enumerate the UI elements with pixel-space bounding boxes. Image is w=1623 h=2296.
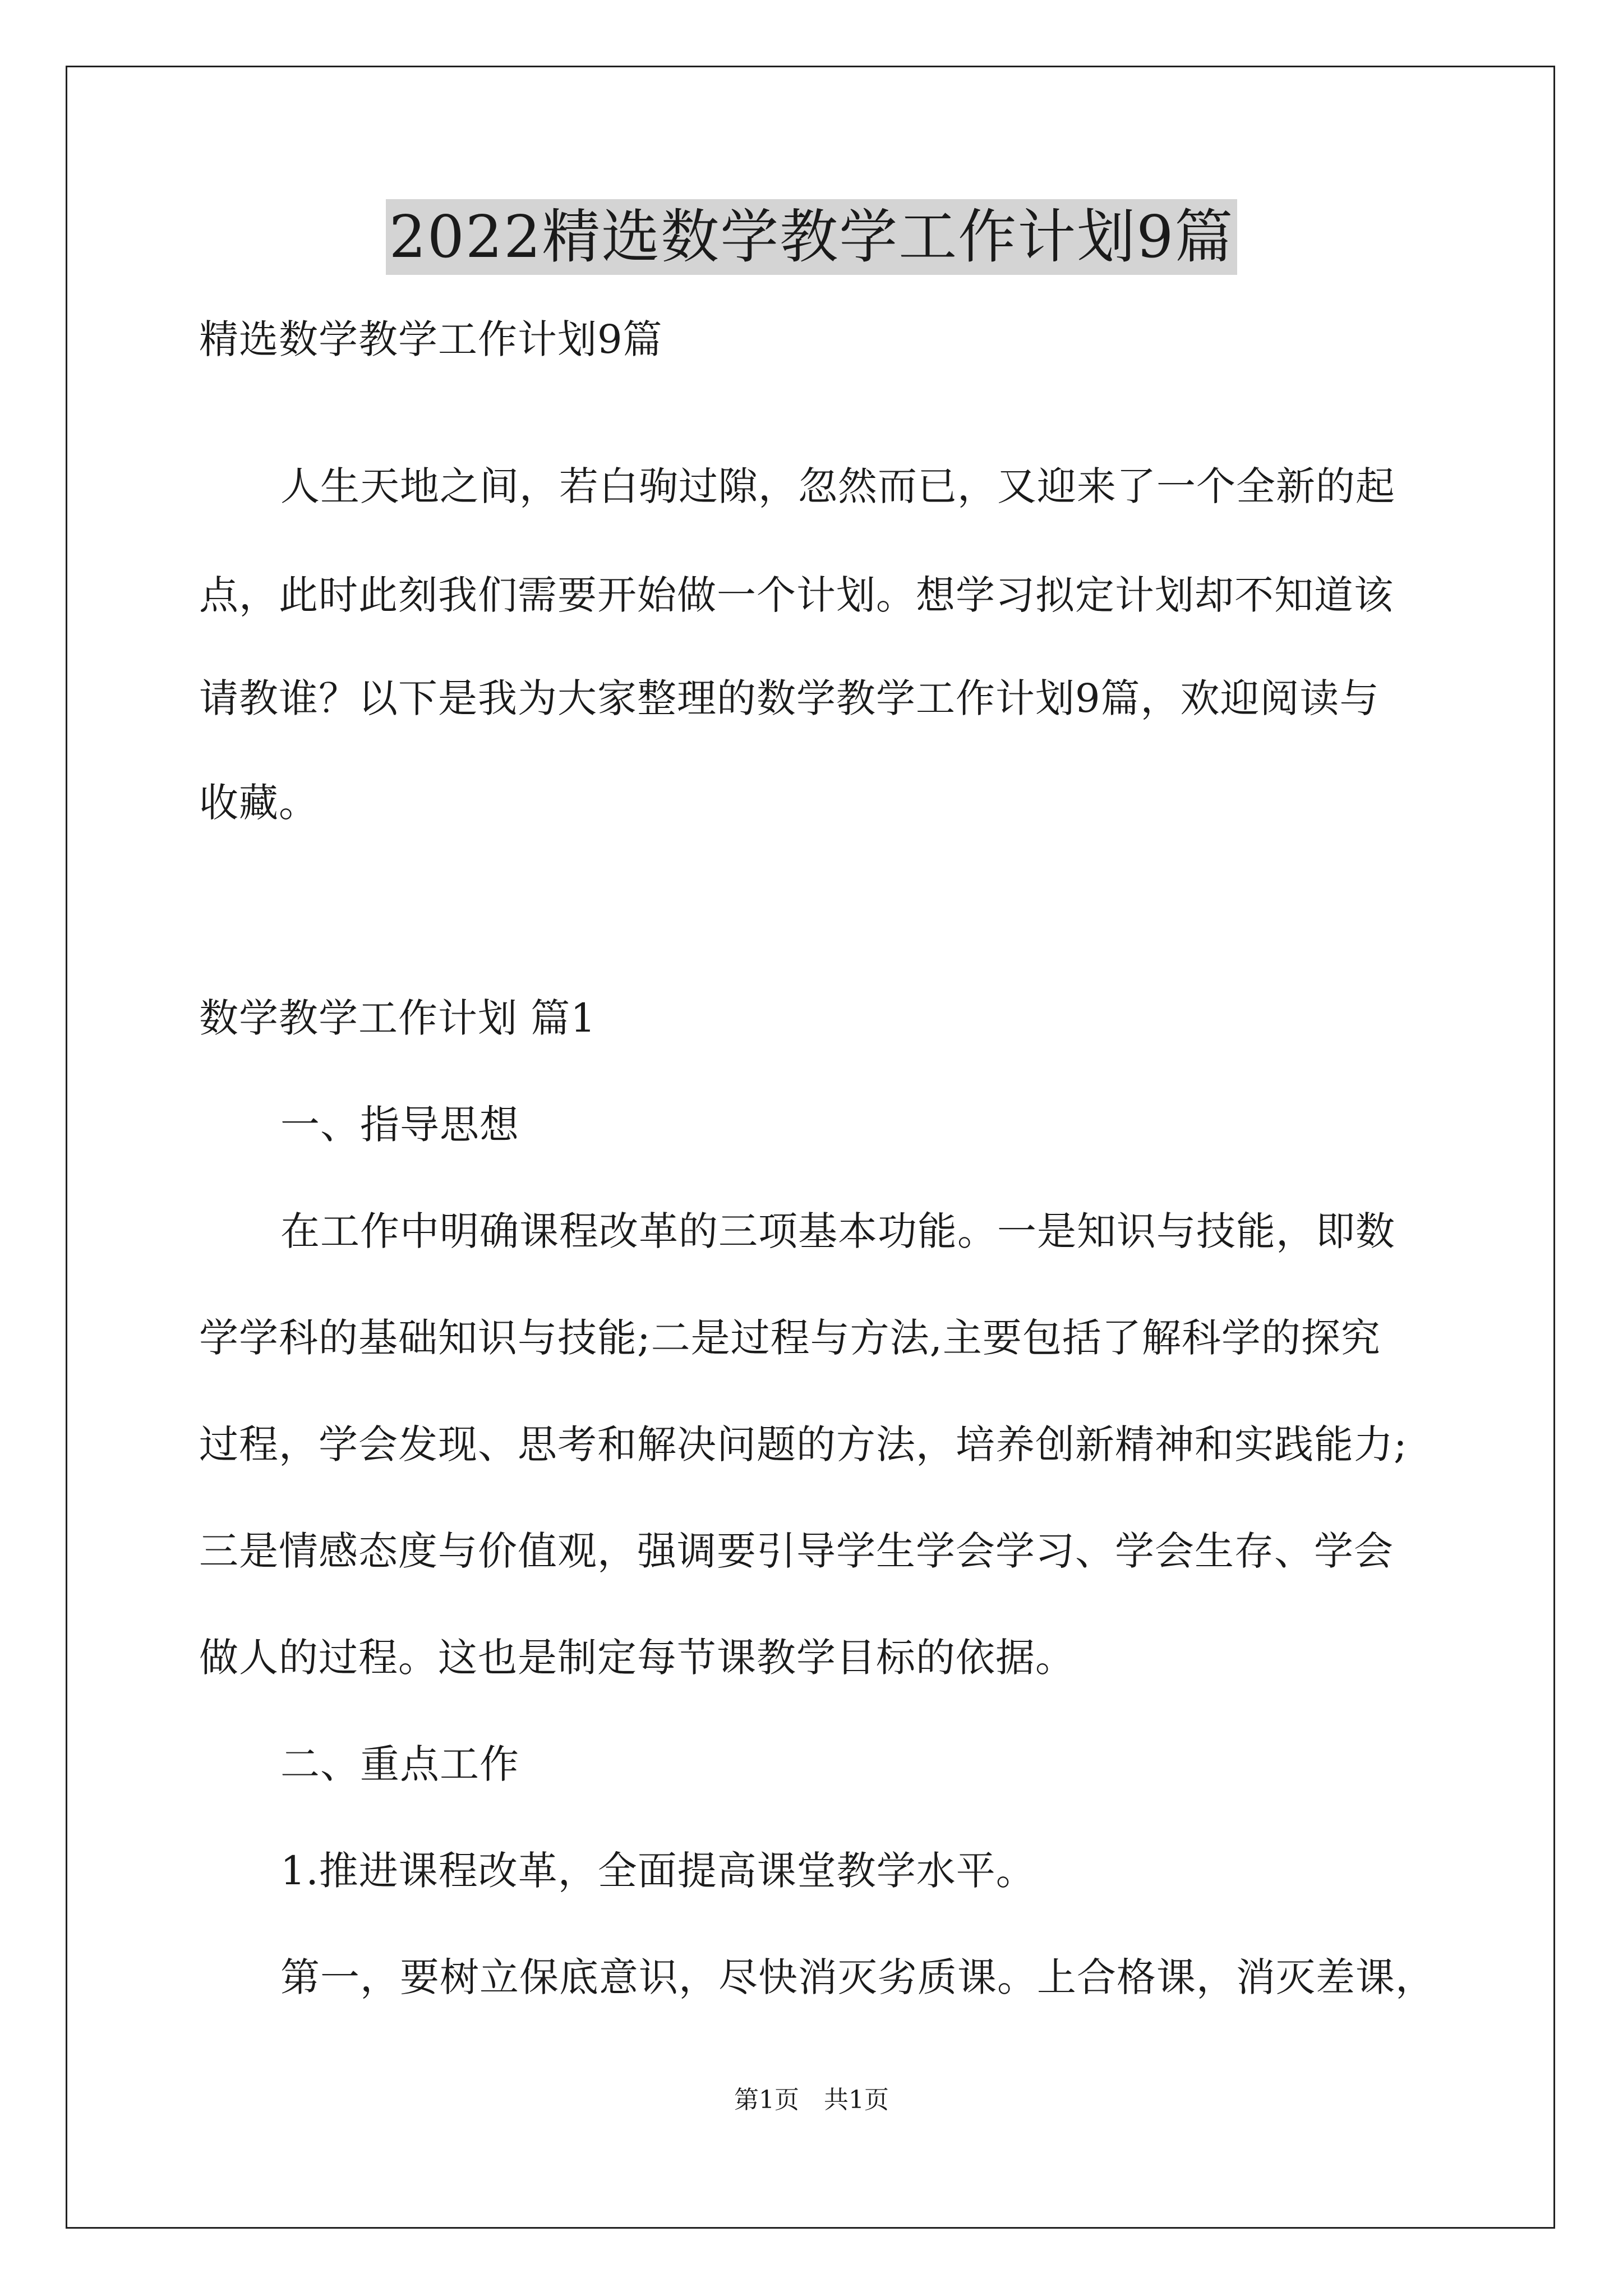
paragraph-line: 在工作中明确课程改革的三项基本功能。一是知识与技能，即数 <box>280 1208 1395 1254</box>
document-title: 2022精选数学教学工作计划9篇 <box>386 199 1238 275</box>
list-item: 1.推进课程改革，全面提高课堂教学水平。 <box>280 1848 1036 1894</box>
paragraph-line: 学学科的基础知识与技能;二是过程与方法,主要包括了解科学的探究 <box>199 1315 1381 1361</box>
paragraph-line: 过程，学会发现、思考和解决问题的方法，培养创新精神和实践能力; <box>199 1421 1408 1467</box>
heading-guiding-thought: 一、指导思想 <box>280 1102 519 1148</box>
page-footer: 第1页 共1页 <box>734 2086 889 2114</box>
paragraph-line: 三是情感态度与价值观，强调要引导学生学会学习、学会生存、学会 <box>199 1528 1394 1574</box>
heading-key-work: 二、重点工作 <box>280 1741 519 1787</box>
paragraph-line: 第一，要树立保底意识，尽快消灭劣质课。上合格课，消灭差课， <box>280 1954 1435 2000</box>
title-container <box>0 199 1623 275</box>
intro-line: 点，此时此刻我们需要开始做一个计划。想学习拟定计划却不知道该 <box>199 572 1394 618</box>
paragraph-line: 做人的过程。这也是制定每节课教学目标的依据。 <box>199 1635 1075 1681</box>
intro-line: 收藏。 <box>199 780 319 826</box>
intro-line: 人生天地之间，若白驹过隙，忽然而已，又迎来了一个全新的起 <box>280 463 1395 509</box>
intro-line: 请教谁？以下是我为大家整理的数学教学工作计划9篇，欢迎阅读与 <box>199 675 1380 721</box>
document-subtitle: 精选数学教学工作计划9篇 <box>199 316 663 362</box>
section-heading: 数学教学工作计划 篇1 <box>199 995 596 1041</box>
